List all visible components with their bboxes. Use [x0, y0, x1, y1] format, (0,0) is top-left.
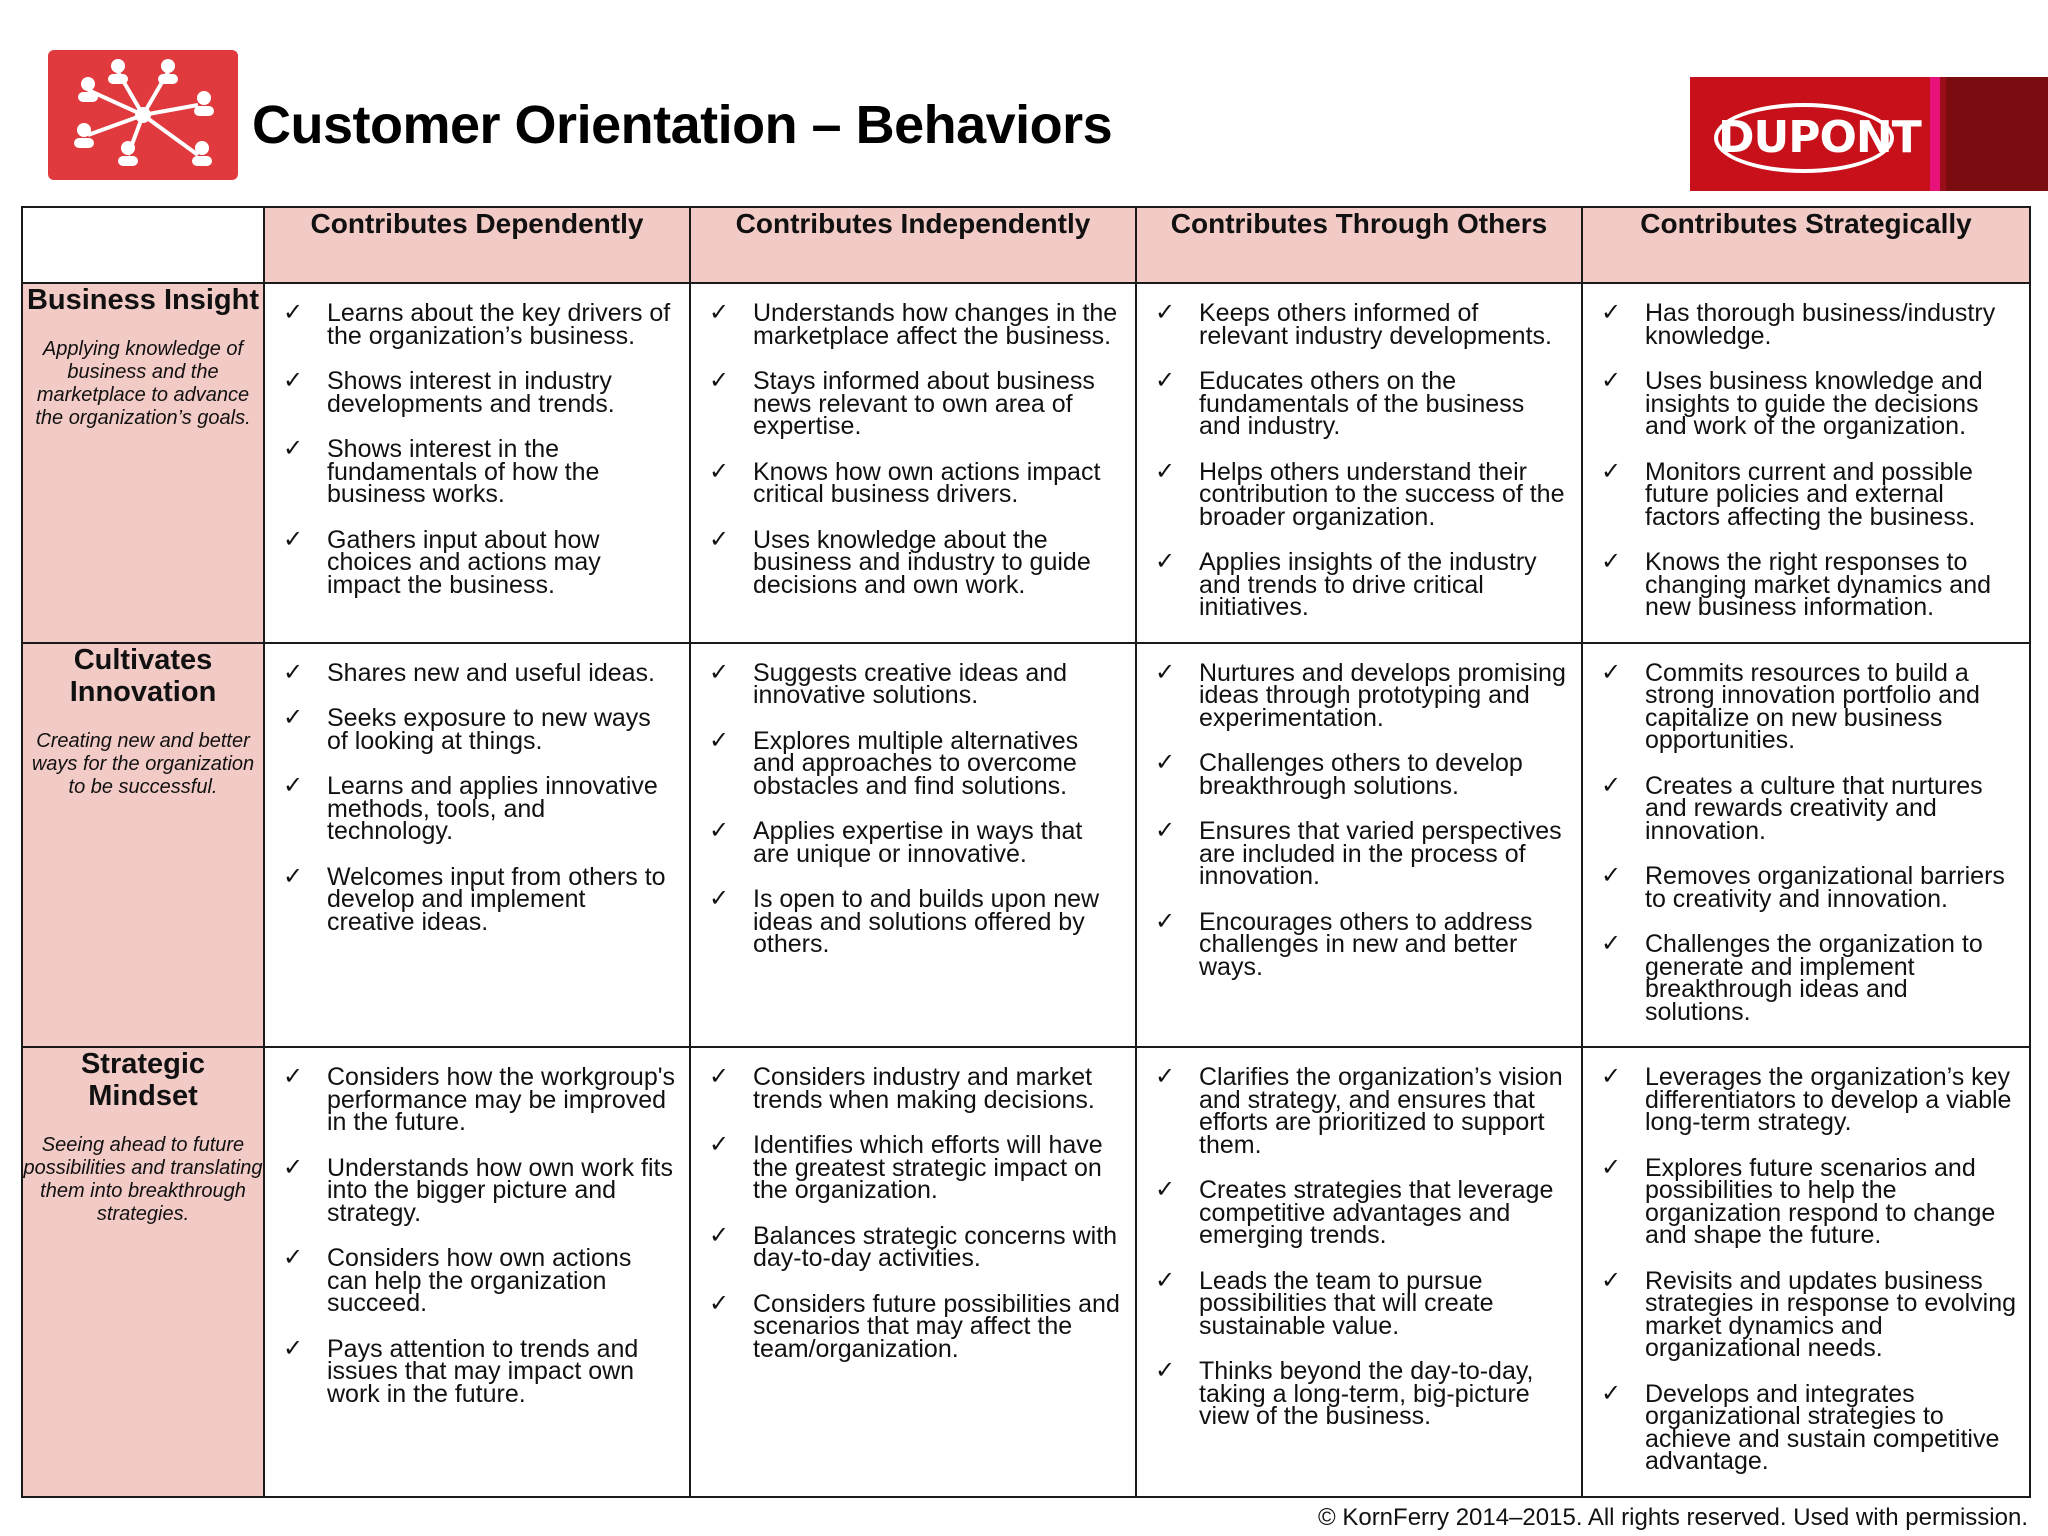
- column-header: Contributes Independently: [690, 207, 1136, 283]
- column-header: Contributes Dependently: [264, 207, 690, 283]
- behavior-item: [709, 1131, 1123, 1204]
- behavior-cell: [1136, 643, 1582, 1048]
- checkmark-icon: ✓: [1155, 658, 1176, 686]
- behavior-list: [1583, 284, 2029, 619]
- behavior-text: Knows the right responses to changing market dynamics and new business information.: [1645, 548, 1992, 621]
- behavior-cell: [264, 1047, 690, 1497]
- checkmark-icon: ✓: [1601, 1063, 1622, 1090]
- behavior-text: Knows how own actions impact critical business drivers.: [753, 457, 1101, 508]
- behavior-item: [709, 457, 1123, 508]
- table-row: [22, 1047, 2030, 1497]
- behavior-cell: [264, 643, 690, 1048]
- behavior-item: [1601, 930, 2017, 1026]
- checkmark-icon: ✓: [283, 299, 304, 326]
- checkmark-icon: ✓: [709, 817, 730, 844]
- behavior-item: [283, 525, 677, 599]
- row-header: [22, 643, 264, 1048]
- behavior-text: Seeks exposure to new ways of looking at things.: [327, 704, 651, 755]
- behavior-list: [1583, 1048, 2029, 1473]
- behavior-text: Explores multiple alternatives and approaches to overcome obstacles and find solutions.: [753, 726, 1079, 800]
- behavior-cell: [1582, 1047, 2030, 1497]
- behavior-cell: [690, 283, 1136, 643]
- behavior-item: [1601, 771, 2017, 845]
- checkmark-icon: ✓: [283, 772, 304, 799]
- behavior-item: [709, 1289, 1123, 1363]
- behavior-text: Leverages the organization’s key differentiators to develop a viable long-term strategy.: [1645, 1063, 2012, 1136]
- behavior-item: [1601, 299, 2017, 350]
- behavior-item: [1155, 749, 1569, 800]
- behavior-text: Understands how changes in the marketplace affect the business.: [753, 299, 1118, 350]
- behavior-list: [1137, 1048, 1581, 1428]
- behavior-text: Applies expertise in ways that are unique or innovative.: [753, 817, 1083, 868]
- checkmark-icon: ✓: [1155, 1176, 1176, 1203]
- behavior-item: [283, 299, 677, 350]
- behavior-text: Shares new and useful ideas.: [327, 658, 655, 687]
- checkmark-icon: ✓: [709, 658, 730, 686]
- checkmark-icon: ✓: [1601, 658, 1622, 686]
- behavior-item: [1155, 548, 1569, 621]
- behavior-text: Considers industry and market trends when making decisions.: [753, 1063, 1095, 1114]
- behavior-text: Monitors current and possible future policies and external factors affecting the business.: [1645, 457, 1976, 531]
- behavior-text: Learns about the key drivers of the organization’s business.: [327, 299, 671, 350]
- checkmark-icon: ✓: [709, 457, 730, 485]
- checkmark-icon: ✓: [1601, 1153, 1622, 1181]
- competency-title: Business Insight: [26, 284, 260, 316]
- behavior-item: [283, 704, 677, 755]
- page-title: Customer Orientation – Behaviors: [252, 95, 1113, 155]
- checkmark-icon: ✓: [709, 1221, 730, 1249]
- behavior-list: [265, 284, 689, 599]
- checkmark-icon: ✓: [1601, 771, 1622, 799]
- behavior-text: Removes organizational barriers to creativity and innovation.: [1645, 862, 2005, 913]
- checkmark-icon: ✓: [1155, 457, 1176, 485]
- behavior-item: [1601, 658, 2017, 754]
- table-row: [22, 283, 2030, 643]
- behavior-text: Develops and integrates organizational strategies to achieve and sustain competitive advantage.: [1645, 1379, 2000, 1475]
- checkmark-icon: ✓: [283, 1334, 304, 1362]
- competency-title: Strategic Mindset: [80, 1048, 206, 1112]
- behavior-item: [709, 885, 1123, 958]
- behavior-text: Uses business knowledge and insights to guide the decisions and work of the organization.: [1645, 367, 1983, 440]
- behavior-text: Challenges others to develop breakthrough solutions.: [1199, 749, 1523, 800]
- behavior-list: [1137, 644, 1581, 979]
- column-header: Contributes Strategically: [1582, 207, 2030, 283]
- behavior-item: [1155, 1176, 1569, 1249]
- table-row: [22, 643, 2030, 1048]
- behavior-item: [1155, 299, 1569, 350]
- behavior-text: Nurtures and develops promising ideas through prototyping and experimentation.: [1199, 658, 1566, 732]
- behavior-list: [1583, 644, 2029, 1024]
- checkmark-icon: ✓: [283, 1063, 304, 1090]
- behavior-item: [1601, 1063, 2017, 1136]
- checkmark-icon: ✓: [283, 704, 304, 731]
- behavior-text: Shows interest in industry developments and trends.: [327, 367, 615, 418]
- competency-description: Applying knowledge of business and the marketplace to advance the organization’s goals.: [35, 338, 251, 429]
- behavior-text: Stays informed about business news relevant to own area of expertise.: [753, 367, 1095, 440]
- behavior-text: Creates a culture that nurtures and rewards creativity and innovation.: [1645, 771, 1983, 845]
- checkmark-icon: ✓: [283, 862, 304, 890]
- checkmark-icon: ✓: [1155, 817, 1176, 844]
- column-header: Contributes Through Others: [1136, 207, 1582, 283]
- behavior-item: [283, 1153, 677, 1227]
- checkmark-icon: ✓: [1155, 299, 1176, 326]
- behavior-text: Challenges the organization to generate and implement breakthrough ideas and solutions.: [1645, 930, 1983, 1026]
- behavior-item: [283, 367, 677, 418]
- behavior-item: [1601, 457, 2017, 531]
- behavior-text: Has thorough business/industry knowledge.: [1645, 299, 1996, 350]
- behavior-item: [283, 1063, 677, 1136]
- behavior-text: Ensures that varied perspectives are included in the process of innovation.: [1199, 817, 1562, 890]
- behavior-item: [1155, 658, 1569, 732]
- behavior-text: Considers how own actions can help the organization succeed.: [327, 1244, 632, 1317]
- behavior-item: [709, 1221, 1123, 1272]
- checkmark-icon: ✓: [1155, 749, 1176, 776]
- checkmark-icon: ✓: [283, 658, 304, 686]
- dupont-logo-text: DUPONT: [1714, 103, 1894, 173]
- behavior-cell: [264, 283, 690, 643]
- behavior-list: [265, 644, 689, 934]
- behavior-text: Helps others understand their contribution to the success of the broader organization.: [1199, 457, 1565, 531]
- behavior-item: [1155, 1357, 1569, 1430]
- behavior-item: [1601, 1266, 2017, 1362]
- behavior-item: [1155, 1063, 1569, 1159]
- behavior-cell: [690, 643, 1136, 1048]
- behavior-item: [709, 299, 1123, 350]
- checkmark-icon: ✓: [1155, 1357, 1176, 1384]
- behavior-item: [283, 1334, 677, 1408]
- behavior-text: Shows interest in the fundamentals of how the business works.: [327, 435, 600, 508]
- behavior-item: [283, 435, 677, 508]
- behavior-text: Uses knowledge about the business and industry to guide decisions and own work.: [753, 525, 1091, 599]
- behavior-text: Leads the team to pursue possibilities that will create sustainable value.: [1199, 1266, 1494, 1340]
- behavior-item: [709, 525, 1123, 599]
- behavior-text: Understands how own work fits into the bigger picture and strategy.: [327, 1153, 673, 1227]
- behavior-text: Revisits and updates business strategies in response to evolving market dynamics and organizational needs.: [1645, 1266, 2017, 1362]
- behavior-text: Applies insights of the industry and trends to drive critical initiatives.: [1199, 548, 1537, 621]
- checkmark-icon: ✓: [709, 1063, 730, 1090]
- behavior-item: [1601, 367, 2017, 440]
- behavior-text: Encourages others to address challenges in new and better ways.: [1199, 907, 1533, 981]
- behavior-list: [691, 1048, 1135, 1363]
- row-header: [22, 1047, 264, 1497]
- behaviors-table: [21, 206, 2031, 1498]
- checkmark-icon: ✓: [709, 299, 730, 326]
- behavior-item: [709, 817, 1123, 868]
- behavior-text: Considers future possibilities and scenarios that may affect the team/organization.: [753, 1289, 1120, 1363]
- behavior-text: Welcomes input from others to develop and implement creative ideas.: [327, 862, 666, 936]
- behavior-item: [1155, 457, 1569, 531]
- behavior-cell: [1582, 643, 2030, 1048]
- brand-logo: [1690, 77, 2048, 191]
- checkmark-icon: ✓: [709, 525, 730, 553]
- checkmark-icon: ✓: [283, 1153, 304, 1181]
- checkmark-icon: ✓: [1601, 457, 1622, 485]
- behavior-item: [709, 658, 1123, 709]
- copyright-notice: © KornFerry 2014–2015. All rights reserved. Used with permission.: [1317, 1504, 2028, 1531]
- corner-cell: [22, 207, 264, 283]
- behavior-item: [1155, 367, 1569, 440]
- behavior-text: Keeps others informed of relevant industry developments.: [1199, 299, 1552, 350]
- behavior-item: [1155, 817, 1569, 890]
- competency-description: Seeing ahead to future possibilities and translating them into breakthrough strategies.: [23, 1134, 263, 1225]
- checkmark-icon: ✓: [709, 1289, 730, 1317]
- checkmark-icon: ✓: [1601, 548, 1622, 575]
- checkmark-icon: ✓: [1601, 299, 1622, 326]
- behavior-text: Balances strategic concerns with day-to-day activities.: [753, 1221, 1118, 1272]
- behavior-text: Considers how the workgroup's performance may be improved in the future.: [327, 1063, 675, 1136]
- behavior-text: Learns and applies innovative methods, tools, and technology.: [327, 772, 658, 845]
- checkmark-icon: ✓: [1155, 1063, 1176, 1090]
- row-header: [22, 283, 264, 643]
- checkmark-icon: ✓: [283, 367, 304, 394]
- behavior-text: Gathers input about how choices and actions may impact the business.: [327, 525, 601, 599]
- checkmark-icon: ✓: [1155, 1266, 1176, 1294]
- behavior-text: Suggests creative ideas and innovative solutions.: [753, 658, 1068, 709]
- behavior-item: [1155, 1266, 1569, 1340]
- behavior-cell: [1136, 283, 1582, 643]
- checkmark-icon: ✓: [1601, 1266, 1622, 1294]
- behavior-cell: [1582, 283, 2030, 643]
- checkmark-icon: ✓: [1601, 367, 1622, 394]
- behavior-item: [1155, 907, 1569, 981]
- checkmark-icon: ✓: [1155, 907, 1176, 935]
- header-row: [22, 207, 2030, 283]
- checkmark-icon: ✓: [709, 885, 730, 912]
- behavior-list: [1137, 284, 1581, 619]
- checkmark-icon: ✓: [1155, 548, 1176, 575]
- behavior-text: Clarifies the organization’s vision and strategy, and ensures that efforts are prioritized to support them.: [1199, 1063, 1563, 1159]
- behavior-item: [1601, 862, 2017, 913]
- behavior-item: [283, 658, 677, 687]
- behavior-item: [709, 367, 1123, 440]
- behavior-text: Identifies which efforts will have the greatest strategic impact on the organization.: [753, 1131, 1103, 1204]
- behavior-list: [691, 284, 1135, 599]
- behavior-item: [283, 772, 677, 845]
- behavior-text: Pays attention to trends and issues that may impact own work in the future.: [327, 1334, 639, 1408]
- behavior-list: [691, 644, 1135, 956]
- competency-title: Cultivates Innovation: [69, 643, 217, 708]
- behavior-text: Educates others on the fundamentals of the business and industry.: [1199, 367, 1525, 440]
- behavior-item: [283, 1244, 677, 1317]
- checkmark-icon: ✓: [283, 1244, 304, 1271]
- checkmark-icon: ✓: [1601, 862, 1622, 889]
- behavior-cell: [690, 1047, 1136, 1497]
- behavior-item: [1601, 1153, 2017, 1249]
- behavior-text: Commits resources to build a strong innovation portfolio and capitalize on new business opportunities.: [1645, 658, 1980, 754]
- checkmark-icon: ✓: [709, 367, 730, 394]
- behavior-item: [1601, 1379, 2017, 1475]
- behavior-item: [709, 726, 1123, 800]
- checkmark-icon: ✓: [283, 525, 304, 553]
- checkmark-icon: ✓: [1601, 1379, 1622, 1407]
- checkmark-icon: ✓: [709, 726, 730, 754]
- network-people-icon: [48, 50, 238, 180]
- checkmark-icon: ✓: [283, 435, 304, 462]
- behavior-item: [1601, 548, 2017, 621]
- behavior-list: [265, 1048, 689, 1408]
- behavior-text: Is open to and builds upon new ideas and solutions offered by others.: [753, 885, 1100, 958]
- checkmark-icon: ✓: [1601, 930, 1622, 957]
- behavior-text: Explores future scenarios and possibilities to help the organization respond to change and shape the future.: [1645, 1153, 1996, 1249]
- behavior-item: [709, 1063, 1123, 1114]
- behavior-text: Creates strategies that leverage competitive advantages and emerging trends.: [1199, 1176, 1554, 1249]
- behavior-item: [283, 862, 677, 936]
- checkmark-icon: ✓: [709, 1131, 730, 1158]
- checkmark-icon: ✓: [1155, 367, 1176, 394]
- behavior-text: Thinks beyond the day-to-day, taking a long-term, big-picture view of the business.: [1199, 1357, 1534, 1430]
- behavior-cell: [1136, 1047, 1582, 1497]
- competency-description: Creating new and better ways for the organization to be successful.: [31, 729, 255, 798]
